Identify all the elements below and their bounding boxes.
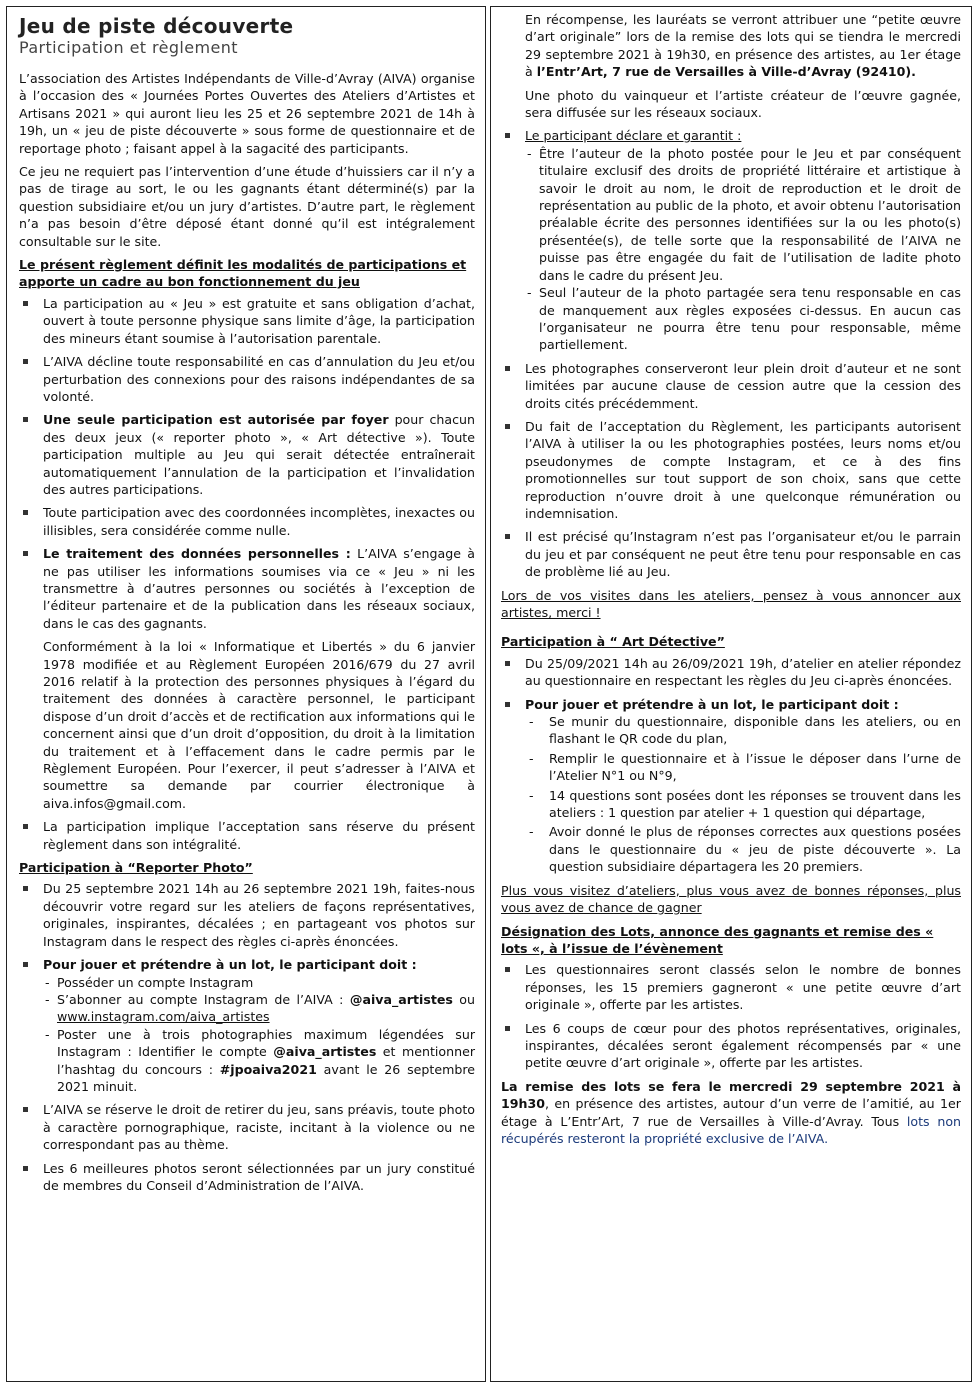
list-item: Les photographes conserveront leur plein droit d’auteur et ne sont limitées par aucune clause de cession autre que la cession des droits cités précédemment. [501,360,961,412]
list-item [19,411,475,498]
huissier-paragraph: Ce jeu ne requiert pas l’intervention d’une étude d’huissiers car il n’y a pas de tirage au sort, le ou les gagnants étant déterminé(s) par la question subsidiaire et/ou un jury d’artistes. D’autre part, le règlement n’a pas besoin d’être déposé étant donné qu’il est intégralement consultable sur le site. [19,164,475,249]
visit-note: Lors de vos visites dans les ateliers, pensez à vous annoncer aux artistes, merci ! [501,587,961,620]
photo-conditions [43,974,475,1096]
list-item [501,696,961,876]
photo-winner-paragraph: Une photo du vainqueur et l’artiste créateur de l’œuvre gagnée, sera diffusée sur les réseaux sociaux. [525,87,961,121]
reward-paragraph [501,11,961,81]
list-item: - Remplir le questionnaire et à l’issue le déposer dans l’urne de l’Atelier N°1 ou N°9, [525,750,961,785]
list-item: La participation implique l’acceptation sans réserve du présent règlement dans son intégralité. [19,818,475,853]
conditions-heading: Pour jouer et prétendre à un lot, le participant doit : [43,957,417,973]
list-item: Les 6 coups de cœur pour des photos représentatives, originales, inspirantes, décalées seront également récompensés par « une petite œuvre d’art originale », offerte par les artistes. [501,1020,961,1072]
instagram-handle: @aiva_artistes [349,991,453,1007]
list-item: - 14 questions sont posées dont les réponses se trouvent dans les ateliers : 1 question par atelier + 1 question qui départage, [525,787,961,822]
instagram-handle: @aiva_artistes [273,1044,377,1060]
rule-text: pour chacun des deux jeux (« reporter photo », « Art détective »). Toute participation multiple au Jeu qui serait détectée entraînerait automatiquement l’annulation de la participation et l’invalidation des autres participations. [43,412,475,497]
page-subtitle: Participation et règlement [19,38,238,57]
instagram-link[interactable]: www.instagram.com/aiva_artistes [57,1009,270,1025]
list-item: Du 25/09/2021 14h au 26/09/2021 19h, d’atelier en atelier répondez au questionnaire en respectant les règles du Jeu ci-après énoncées. [501,655,961,690]
rule-text: avant le 26 septembre 2021 minuit. [57,1061,475,1094]
list-item: Toute participation avec des coordonnées incomplètes, inexactes ou illisibles, sera considérée comme nulle. [19,504,475,539]
list-item [19,545,475,632]
list-item: L’AIVA se réserve le droit de retirer du jeu, sans préavis, toute photo à caractère pornographique, raciste, incitant à la violence ou ne correspondant pas au thème. [19,1101,475,1153]
reward-text: En récompense, les lauréats se verront attribuer une “petite œuvre d’art originale” lors de la remise des lots qui se tiendra le mercredi 29 septembre 2021 à 19h30, en présence des artistes, au 1er étage à [525,12,961,80]
list-item [501,127,961,353]
list-item: La participation au « Jeu » est gratuite et sans obligation d’achat, ouvert à toute personne physique sans limite d’âge, la participation des mineurs étant soumise à l’autorisation parentale. [19,295,475,347]
list-item: - Être l’auteur de la photo postée pour le Jeu et par conséquent titulaire exclusif des droits de propriété littéraire et artistique à savoir le droit au nom, le droit de reproduction et le droit de représentation au public de la photo, et avoir obtenu l’autorisation préalable écrite des personnes identifiées sur la ou les photo(s) présentée(s), de telle sorte que la responsabilité de l’AIVA ne puisse pas être engagée du fait de l’utilisation de ladite photo dans le cadre du présent Jeu. [525,145,961,284]
section-detective-heading: Participation à “ Art Détective” [501,634,725,650]
list-item: Du 25 septembre 2021 14h au 26 septembre 2021 19h, faites-nous découvrir votre regard sur les ateliers de façons représentatives, originales, inspirantes, décalées ; en partageant vos photos sur Instagram dans le respect des règles ci-après énoncées. [19,880,475,950]
list-item [43,991,475,1026]
intro-paragraph: L’association des Artistes Indépendants de Ville-d’Avray (AIVA) organise à l’occasion des « Journées Portes Ouvertes des Ateliers d’Artistes et Artisans 2021 » qui auront lieu les 25 et 26 septembre 2021 de 14h à 19h, un « jeu de piste découverte » sous forme de questionnaire et de reportage photo ; faisant appel à la sagacité des participants. [19,71,475,156]
list-item: - Posséder un compte Instagram [43,974,475,991]
page-title: Jeu de piste découverte [19,14,294,38]
rules-list [19,295,475,632]
rule-text: ou [452,991,475,1007]
list-item: L’AIVA décline toute responsabilité en cas d’annulation du Jeu et/ou perturbation des connexions pour des raisons indépendantes de sa volonté. [19,353,475,405]
section-rules-heading: Le présent règlement définit les modalités de participations et apporte un cadre au bon fonctionnement du jeu [19,257,467,290]
rule-bold-text: Une seule participation est autorisée par foyer [43,412,389,428]
detective-conditions [525,713,961,876]
rule-text: et mentionner l’hashtag du concours : [57,1044,475,1077]
list-item [43,1026,475,1096]
section-lots-heading: Désignation des Lots, annonce des gagnants et remise des « lots «, à l’issue de l’évènement [501,923,934,956]
ceremony-paragraph [501,1078,961,1148]
lots-list [501,961,961,1071]
list-item: Il est précisé qu’Instagram n’est pas l’organisateur et/ou le parrain du jeu et par conséquent ne peut être tenu pour responsable en cas de problème lié au Jeu. [501,528,961,580]
list-item: Les questionnaires seront classés selon le nombre de bonnes réponses, les 15 premiers gagneront « une petite œuvre d’art originale », offerte par les artistes. [501,961,961,1013]
ceremony-bold-text: La remise des lots se fera le mercredi 29 septembre 2021 à 19h30 [501,1078,961,1112]
list-item: - Seul l’auteur de la photo partagée sera tenu responsable en cas de manquement aux règles exposées ci-dessus. En aucun cas l’organisateur ne pourra être tenu pour responsable, même partiellement. [525,284,961,354]
declare-list [501,127,961,580]
left-column [6,6,486,1382]
list-item: - Se munir du questionnaire, disponible dans les ateliers, ou en flashant le QR code du plan, [525,713,961,748]
rule-text: Poster une à trois photographies maximum légendées sur Instagram : Identifier le compte [57,1026,475,1060]
detective-list [501,655,961,876]
conditions-heading: Pour jouer et prétendre à un lot, le participant doit : [525,696,899,712]
photo-list [19,880,475,1194]
right-column [490,6,972,1382]
declare-heading: Le participant déclare et garantit : [525,128,742,144]
rule-text: S’abonner au compte Instagram de l’AIVA : [57,991,350,1007]
declare-items [525,145,961,354]
more-visits-note: Plus vous visitez d’ateliers, plus vous avez de bonnes réponses, plus vous avez de chance de gagner [501,882,961,916]
list-item [19,956,475,1095]
section-photo-heading: Participation à “Reporter Photo” [19,860,253,876]
hashtag: #jpoaiva2021 [219,1061,317,1077]
list-item: Du fait de l’acceptation du Règlement, les participants autorisent l’AIVA à utiliser la ou les photographies postées, leurs noms et/ou pseudonymes de compte Instagram, et ce à des fins promotionnelles sur tout support de son choix, sans que cette reproduction n’ouvre droit à une quelconque rémunération ou indemnisation. [501,418,961,522]
rules-list-end [19,818,475,853]
ceremony-text: , en présence des artistes, autour d’un verre de l’amitié, au 1er étage à L’Entr’Art, 7 rue de Versailles à Ville-d’Avray. Tous [501,1096,961,1129]
list-item: Les 6 meilleures photos seront sélectionnées par un jury constitué de membres du Conseil d’Administration de l’AIVA. [19,1160,475,1195]
list-item: - Avoir donné le plus de réponses correctes aux questions posées dans le questionnaire du « jeu de piste découverte ». La question subsidiaire départagera les 20 premiers. [525,823,961,875]
rule-bold-text: Le traitement des données personnelles : [43,546,351,562]
ceremony-highlight: lots non récupérés resteront la propriété exclusive de l’AIVA. [501,1113,961,1146]
gdpr-paragraph: Conformément à la loi « Informatique et Libertés » du 6 janvier 1978 modifiée et au Règlement Européen 2016/679 du 27 avril 2016 relatif à la protection des personnes physiques à l’égard du traitement des données à caractère personnel, le participant dispose d’un droit d’accès et de rectification aux informations qui le concernent ainsi que d’un droit d’opposition, du droit à la limitation du traitement et à l’effacement dans le cadre permis par le Règlement Européen. Pour l’exercer, il peut s’adresser à l’AIVA et soumettre sa demande par courrier électronique à aiva.infos@gmail.com. [43,639,475,811]
reward-place: l’Entr’Art, 7 rue de Versailles à Ville-d’Avray (92410). [536,64,916,80]
rule-text: L’AIVA s’engage à ne pas utiliser les informations soumises via ce « Jeu » ni les transmettre à d’autres personnes ou sociétés à l’exception de l’éditeur partenaire et de la publication dans les réseaux sociaux, dans le cas des gagnants. [43,546,476,631]
